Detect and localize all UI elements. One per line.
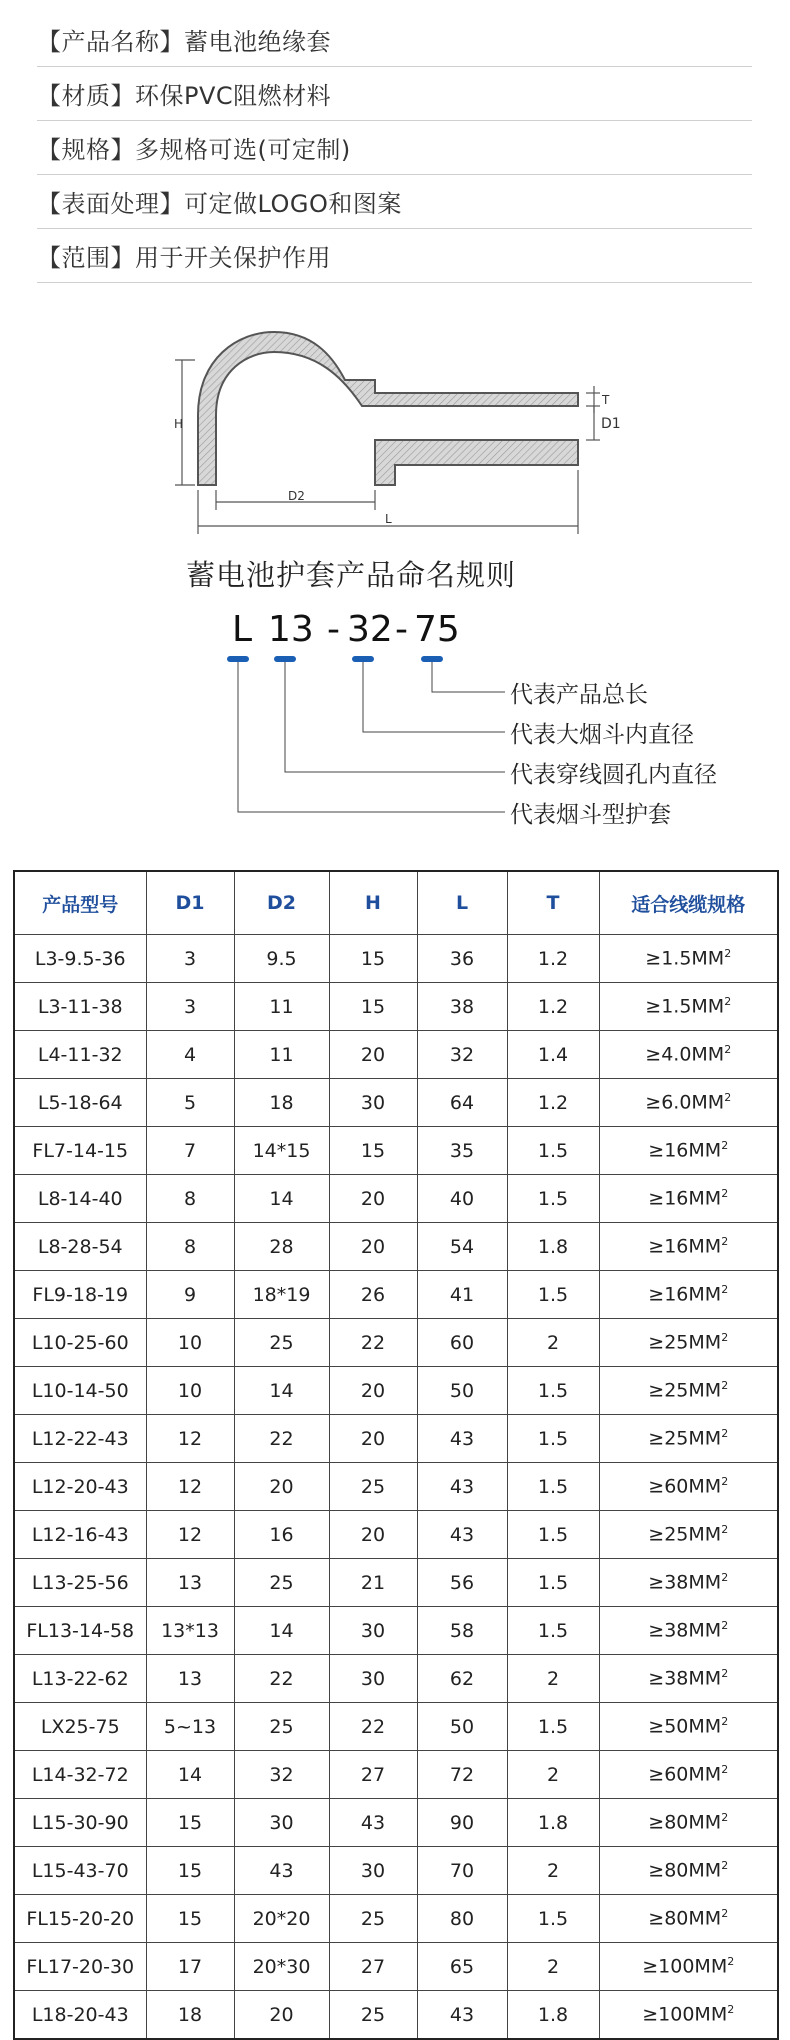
naming-explanation-d2: 代表大烟斗内直径 (510, 722, 694, 748)
cell-d2: 20*30 (234, 1943, 329, 1991)
cell-d2: 9.5 (234, 935, 329, 983)
cell-cable-spec (599, 983, 778, 1031)
cell-cable-spec (599, 1895, 778, 1943)
cell-d1: 8 (146, 1223, 234, 1271)
cable-spec-value: ≥50MM (648, 1715, 722, 1738)
cell-d1: 4 (146, 1031, 234, 1079)
cell-cable-spec (599, 1511, 778, 1559)
cell-l: 70 (417, 1847, 507, 1895)
cable-spec-exponent: 2 (721, 1859, 729, 1873)
cell-h: 15 (329, 983, 417, 1031)
table-row (14, 1847, 778, 1895)
info-key: 【材质】 (37, 82, 135, 110)
cell-l: 62 (417, 1655, 507, 1703)
cell-d2: 14 (234, 1175, 329, 1223)
cell-cable-spec (599, 1799, 778, 1847)
cell-h: 27 (329, 1943, 417, 1991)
info-key: 【规格】 (37, 136, 135, 164)
cell-model: L5-18-64 (14, 1079, 146, 1127)
cell-h: 22 (329, 1319, 417, 1367)
cell-t: 1.2 (507, 983, 599, 1031)
info-key: 【表面处理】 (37, 190, 184, 218)
cell-model: FL13-14-58 (14, 1607, 146, 1655)
cell-h: 20 (329, 1511, 417, 1559)
cell-cable-spec (599, 1031, 778, 1079)
table-row (14, 935, 778, 983)
cell-h: 25 (329, 1895, 417, 1943)
cell-model: L4-11-32 (14, 1031, 146, 1079)
cell-cable-spec (599, 1847, 778, 1895)
cell-t: 1.5 (507, 1271, 599, 1319)
header-cable-spec: 适合线缆规格 (599, 871, 778, 935)
cell-t: 1.5 (507, 1175, 599, 1223)
dim-d2-label: D2 (288, 489, 305, 503)
cell-model: L15-30-90 (14, 1799, 146, 1847)
cell-h: 22 (329, 1703, 417, 1751)
cell-d2: 18 (234, 1079, 329, 1127)
header-d1: D1 (146, 871, 234, 935)
cell-d1: 15 (146, 1895, 234, 1943)
cell-h: 20 (329, 1415, 417, 1463)
cell-d1: 13 (146, 1655, 234, 1703)
cable-spec-exponent: 2 (721, 1427, 729, 1441)
cell-model: L12-20-43 (14, 1463, 146, 1511)
table-row (14, 1079, 778, 1127)
cell-model: L14-32-72 (14, 1751, 146, 1799)
cable-spec-exponent: 2 (721, 1523, 729, 1537)
cell-d2: 20*20 (234, 1895, 329, 1943)
cell-model: L13-22-62 (14, 1655, 146, 1703)
cell-d2: 22 (234, 1655, 329, 1703)
table-row (14, 1703, 778, 1751)
info-row-surface (37, 175, 752, 229)
cell-h: 27 (329, 1751, 417, 1799)
cable-spec-value: ≥100MM (642, 2003, 728, 2026)
table-row (14, 1031, 778, 1079)
cable-spec-value: ≥25MM (648, 1427, 722, 1450)
cell-l: 43 (417, 1991, 507, 2040)
cell-l: 41 (417, 1271, 507, 1319)
table-row (14, 1607, 778, 1655)
info-row-name (37, 13, 752, 67)
cable-spec-value: ≥38MM (648, 1667, 722, 1690)
cable-spec-value: ≥60MM (648, 1475, 722, 1498)
cell-model: FL15-20-20 (14, 1895, 146, 1943)
cell-d2: 22 (234, 1415, 329, 1463)
cell-model: L13-25-56 (14, 1559, 146, 1607)
spec-table (13, 870, 779, 2040)
cell-model: L3-9.5-36 (14, 935, 146, 983)
cell-d1: 10 (146, 1319, 234, 1367)
spec-table-body (14, 935, 778, 2040)
table-row (14, 1127, 778, 1175)
cell-model: FL7-14-15 (14, 1127, 146, 1175)
naming-rule-title: 蓄电池护套产品命名规则 (186, 558, 517, 592)
cell-t: 1.5 (507, 1127, 599, 1175)
cell-l: 72 (417, 1751, 507, 1799)
cell-l: 60 (417, 1319, 507, 1367)
info-value: 多规格可选(可定制) (135, 136, 351, 164)
cell-model: L18-20-43 (14, 1991, 146, 2040)
cell-l: 65 (417, 1943, 507, 1991)
cell-cable-spec (599, 1463, 778, 1511)
cell-cable-spec (599, 1127, 778, 1175)
product-info-list (37, 13, 752, 283)
cell-cable-spec (599, 1223, 778, 1271)
cable-spec-value: ≥38MM (648, 1571, 722, 1594)
cell-d2: 14 (234, 1367, 329, 1415)
cell-t: 1.5 (507, 1559, 599, 1607)
cell-h: 20 (329, 1175, 417, 1223)
cell-cable-spec (599, 1559, 778, 1607)
cell-t: 2 (507, 1847, 599, 1895)
cell-l: 80 (417, 1895, 507, 1943)
cell-cable-spec (599, 1703, 778, 1751)
cell-d1: 14 (146, 1751, 234, 1799)
marker-d2 (352, 656, 374, 662)
cell-model: L8-28-54 (14, 1223, 146, 1271)
cable-spec-value: ≥38MM (648, 1619, 722, 1642)
cable-spec-value: ≥25MM (648, 1523, 722, 1546)
cell-d1: 5~13 (146, 1703, 234, 1751)
info-value: 可定做LOGO和图案 (184, 190, 402, 218)
cell-d2: 28 (234, 1223, 329, 1271)
header-h: H (329, 871, 417, 935)
table-row (14, 1799, 778, 1847)
cell-d1: 15 (146, 1799, 234, 1847)
cell-l: 54 (417, 1223, 507, 1271)
cell-t: 1.5 (507, 1463, 599, 1511)
cell-d1: 12 (146, 1511, 234, 1559)
cable-spec-exponent: 2 (721, 1715, 729, 1729)
cell-d1: 13 (146, 1559, 234, 1607)
cell-t: 2 (507, 1943, 599, 1991)
cable-spec-value: ≥16MM (648, 1187, 722, 1210)
cell-t: 2 (507, 1655, 599, 1703)
dim-d1-label: D1 (601, 416, 621, 432)
cell-t: 1.5 (507, 1703, 599, 1751)
cell-d1: 10 (146, 1367, 234, 1415)
cell-d1: 8 (146, 1175, 234, 1223)
cell-h: 30 (329, 1607, 417, 1655)
table-row (14, 1223, 778, 1271)
cell-t: 1.8 (507, 1991, 599, 2040)
table-row (14, 1271, 778, 1319)
cable-spec-exponent: 2 (721, 1283, 729, 1297)
cell-h: 26 (329, 1271, 417, 1319)
cable-spec-exponent: 2 (727, 2003, 735, 2017)
cable-spec-exponent: 2 (721, 1187, 729, 1201)
cell-model: LX25-75 (14, 1703, 146, 1751)
cell-d2: 25 (234, 1703, 329, 1751)
cable-spec-value: ≥16MM (648, 1235, 722, 1258)
cell-d1: 9 (146, 1271, 234, 1319)
table-row (14, 1655, 778, 1703)
cell-cable-spec (599, 1175, 778, 1223)
cell-l: 40 (417, 1175, 507, 1223)
cross-section-svg (170, 320, 630, 540)
code-part-type: L (232, 609, 253, 650)
cell-h: 25 (329, 1991, 417, 2040)
cell-h: 25 (329, 1463, 417, 1511)
cell-cable-spec (599, 1415, 778, 1463)
cable-spec-exponent: 2 (724, 1043, 732, 1057)
cable-spec-exponent: 2 (727, 1955, 735, 1969)
marker-type (227, 656, 249, 662)
cell-model: L15-43-70 (14, 1847, 146, 1895)
cell-h: 30 (329, 1079, 417, 1127)
cell-d1: 18 (146, 1991, 234, 2040)
cell-d2: 14*15 (234, 1127, 329, 1175)
table-row (14, 1175, 778, 1223)
header-d2: D2 (234, 871, 329, 935)
cell-d2: 14 (234, 1607, 329, 1655)
table-row (14, 1559, 778, 1607)
cell-t: 1.8 (507, 1223, 599, 1271)
cell-t: 1.8 (507, 1799, 599, 1847)
cell-l: 43 (417, 1511, 507, 1559)
header-l: L (417, 871, 507, 935)
cell-d1: 5 (146, 1079, 234, 1127)
table-row (14, 1367, 778, 1415)
cable-spec-value: ≥4.0MM (645, 1043, 725, 1066)
cell-d2: 25 (234, 1559, 329, 1607)
table-row (14, 983, 778, 1031)
cell-l: 32 (417, 1031, 507, 1079)
leader-length (432, 662, 505, 692)
cell-t: 1.5 (507, 1367, 599, 1415)
cell-l: 90 (417, 1799, 507, 1847)
code-separator: - (327, 609, 340, 650)
cell-cable-spec (599, 935, 778, 983)
cable-spec-value: ≥80MM (648, 1859, 722, 1882)
cell-d2: 20 (234, 1991, 329, 2040)
cell-model: L3-11-38 (14, 983, 146, 1031)
cable-spec-exponent: 2 (721, 1811, 729, 1825)
cell-t: 1.4 (507, 1031, 599, 1079)
cell-cable-spec (599, 1943, 778, 1991)
cell-h: 20 (329, 1367, 417, 1415)
cell-h: 30 (329, 1847, 417, 1895)
code-part-d1: 13 (268, 609, 314, 650)
cable-spec-value: ≥60MM (648, 1763, 722, 1786)
cable-spec-value: ≥1.5MM (645, 995, 725, 1018)
cable-spec-exponent: 2 (721, 1571, 729, 1585)
table-header-row (14, 871, 778, 935)
cell-h: 30 (329, 1655, 417, 1703)
cell-d2: 43 (234, 1847, 329, 1895)
cell-cable-spec (599, 1655, 778, 1703)
cell-d2: 25 (234, 1319, 329, 1367)
cell-cable-spec (599, 1271, 778, 1319)
cable-spec-exponent: 2 (724, 1091, 732, 1105)
cell-d2: 16 (234, 1511, 329, 1559)
cable-spec-value: ≥25MM (648, 1379, 722, 1402)
cable-spec-exponent: 2 (721, 1475, 729, 1489)
cell-l: 35 (417, 1127, 507, 1175)
cell-t: 1.2 (507, 1079, 599, 1127)
cell-model: L8-14-40 (14, 1175, 146, 1223)
cell-cable-spec (599, 1079, 778, 1127)
cell-h: 15 (329, 935, 417, 983)
dim-t-label: T (602, 393, 610, 407)
cable-spec-exponent: 2 (721, 1907, 729, 1921)
cell-cable-spec (599, 1319, 778, 1367)
header-model: 产品型号 (14, 871, 146, 935)
cell-d2: 20 (234, 1463, 329, 1511)
naming-explanation-length: 代表产品总长 (510, 682, 648, 708)
cell-d1: 12 (146, 1415, 234, 1463)
cable-spec-value: ≥6.0MM (645, 1091, 725, 1114)
header-t: T (507, 871, 599, 935)
cable-spec-exponent: 2 (721, 1235, 729, 1249)
cable-spec-value: ≥16MM (648, 1139, 722, 1162)
naming-explanation-type: 代表烟斗型护套 (510, 802, 671, 828)
cable-spec-value: ≥100MM (642, 1955, 728, 1978)
cable-spec-value: ≥80MM (648, 1811, 722, 1834)
leader-d1 (285, 662, 505, 772)
cable-spec-value: ≥16MM (648, 1283, 722, 1306)
info-row-spec (37, 121, 752, 175)
cell-t: 2 (507, 1751, 599, 1799)
cable-spec-exponent: 2 (724, 995, 732, 1009)
code-part-d2: 32 (347, 609, 393, 650)
naming-explanation-d1: 代表穿线圆孔内直径 (510, 762, 717, 788)
table-row (14, 1751, 778, 1799)
info-key: 【产品名称】 (37, 28, 184, 56)
cell-cable-spec (599, 1991, 778, 2040)
cell-d1: 7 (146, 1127, 234, 1175)
cell-t: 1.5 (507, 1895, 599, 1943)
cell-h: 43 (329, 1799, 417, 1847)
info-value: 用于开关保护作用 (135, 244, 331, 272)
cell-h: 21 (329, 1559, 417, 1607)
info-key: 【范围】 (37, 244, 135, 272)
cell-d2: 30 (234, 1799, 329, 1847)
cable-spec-exponent: 2 (721, 1379, 729, 1393)
marker-d1 (274, 656, 296, 662)
cell-model: L12-22-43 (14, 1415, 146, 1463)
cell-l: 38 (417, 983, 507, 1031)
marker-length (421, 656, 443, 662)
cell-t: 1.5 (507, 1511, 599, 1559)
cell-l: 56 (417, 1559, 507, 1607)
cable-spec-exponent: 2 (721, 1331, 729, 1345)
sleeve-lower-wall (375, 440, 578, 485)
cell-cable-spec (599, 1751, 778, 1799)
code-separator: - (395, 609, 408, 650)
cell-l: 58 (417, 1607, 507, 1655)
cell-d1: 17 (146, 1943, 234, 1991)
cell-model: L10-25-60 (14, 1319, 146, 1367)
leader-d2 (363, 662, 505, 732)
cell-l: 43 (417, 1415, 507, 1463)
dim-l-label: L (385, 512, 392, 526)
cell-l: 50 (417, 1703, 507, 1751)
cell-t: 1.2 (507, 935, 599, 983)
cell-t: 2 (507, 1319, 599, 1367)
cable-spec-exponent: 2 (721, 1619, 729, 1633)
cell-t: 1.5 (507, 1607, 599, 1655)
info-row-scope (37, 229, 752, 283)
cell-d2: 32 (234, 1751, 329, 1799)
cell-l: 50 (417, 1367, 507, 1415)
cell-model: L12-16-43 (14, 1511, 146, 1559)
table-row (14, 1319, 778, 1367)
table-row (14, 1943, 778, 1991)
cell-h: 20 (329, 1031, 417, 1079)
cell-h: 15 (329, 1127, 417, 1175)
cable-spec-exponent: 2 (721, 1763, 729, 1777)
cross-section-diagram (170, 320, 630, 544)
cell-l: 64 (417, 1079, 507, 1127)
info-value: 蓄电池绝缘套 (184, 28, 331, 56)
cable-spec-value: ≥80MM (648, 1907, 722, 1930)
table-row (14, 1463, 778, 1511)
cable-spec-exponent: 2 (721, 1139, 729, 1153)
cell-cable-spec (599, 1607, 778, 1655)
table-row (14, 1511, 778, 1559)
dim-h-label: H (174, 417, 184, 431)
info-value: 环保PVC阻燃材料 (135, 82, 332, 110)
cell-d1: 15 (146, 1847, 234, 1895)
code-part-length: 75 (414, 609, 460, 650)
cell-d1: 3 (146, 983, 234, 1031)
cable-spec-exponent: 2 (721, 1667, 729, 1681)
cell-d2: 18*19 (234, 1271, 329, 1319)
cell-model: FL17-20-30 (14, 1943, 146, 1991)
cell-l: 43 (417, 1463, 507, 1511)
table-row (14, 1991, 778, 2040)
cell-d1: 13*13 (146, 1607, 234, 1655)
cell-d1: 3 (146, 935, 234, 983)
cable-spec-exponent: 2 (724, 947, 732, 961)
info-row-material (37, 67, 752, 121)
cell-model: FL9-18-19 (14, 1271, 146, 1319)
cell-l: 36 (417, 935, 507, 983)
cable-spec-value: ≥25MM (648, 1331, 722, 1354)
cell-model: L10-14-50 (14, 1367, 146, 1415)
cell-d2: 11 (234, 983, 329, 1031)
cell-t: 1.5 (507, 1415, 599, 1463)
cell-d2: 11 (234, 1031, 329, 1079)
leader-type (238, 662, 505, 812)
table-row (14, 1895, 778, 1943)
cell-d1: 12 (146, 1463, 234, 1511)
cell-cable-spec (599, 1367, 778, 1415)
cell-h: 20 (329, 1223, 417, 1271)
table-row (14, 1415, 778, 1463)
cable-spec-value: ≥1.5MM (645, 947, 725, 970)
